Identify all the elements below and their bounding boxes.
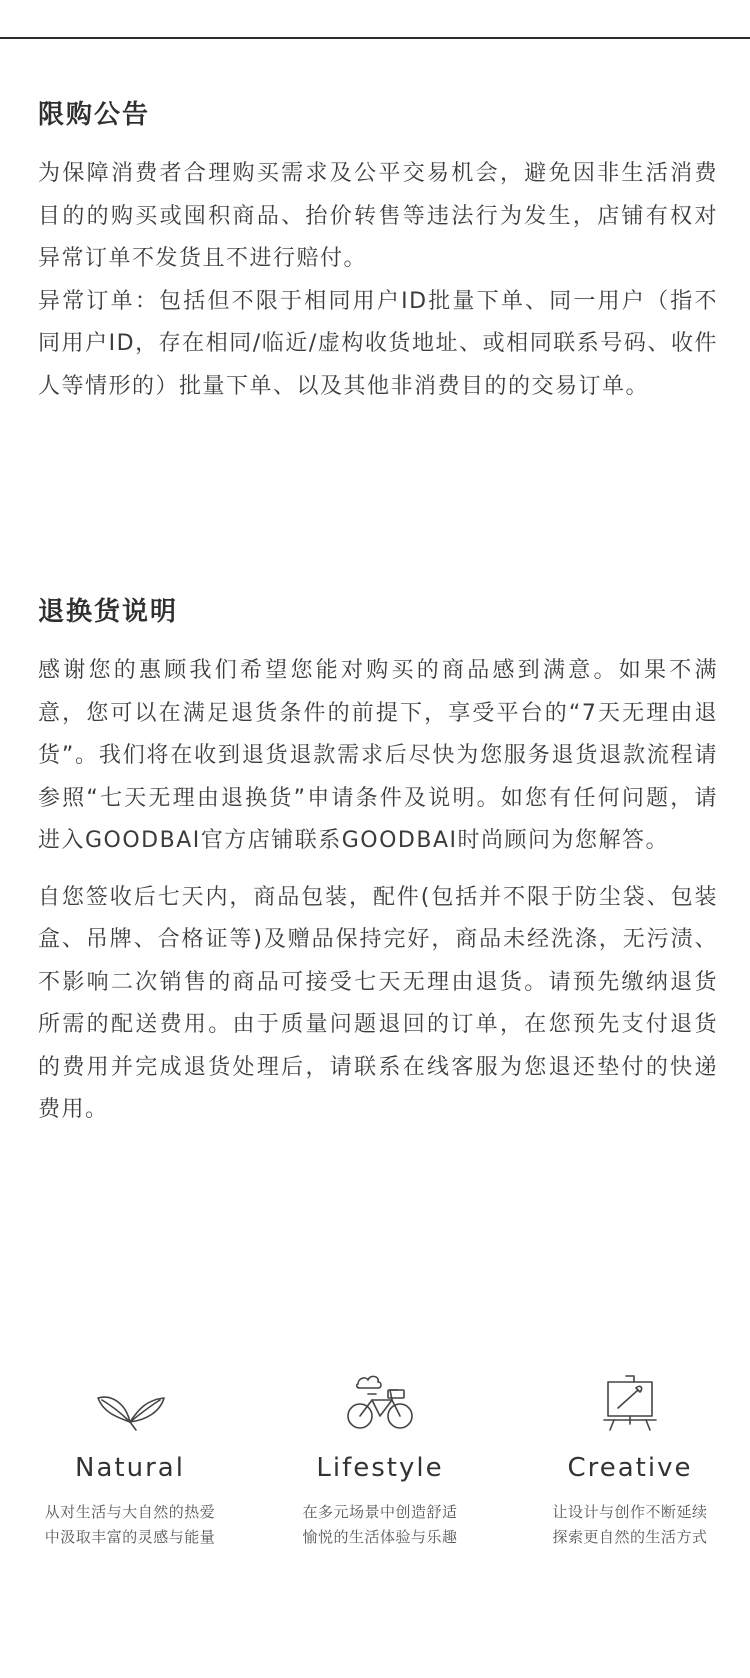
section-title: 限购公告 [38,100,151,130]
leaf-icon [90,1370,170,1434]
feature-desc [505,1500,750,1550]
paragraph: 感谢您的惠顾我们希望您能对购买的商品感到满意。如果不满意，您可以在满足退货条件的前提下，享受平台的“7天无理由退货”。我们将在收到退货退款需求后尽快为您服务退货退款流程请参照“七天无理由退换货”申请条件及说明。如您有任何问题，请进入GOODBAI官方店铺联系GOODBAI时尚顾问为您解答。 [38,658,718,853]
brand-features [0,1370,750,1570]
top-divider [0,37,750,39]
purchase-limit-notice [38,95,718,408]
paragraph: 为保障消费者合理购买需求及公平交易机会，避免因非生活消费目的的购买或囤积商品、抬价转售等违法行为发生，店铺有权对异常订单不发货且不进行赔付。 [38,161,718,271]
bicycle-icon [340,1370,420,1434]
paragraph: 自您签收后七天内，商品包装，配件(包括并不限于防尘袋、包装盒、吊牌、合格证等)及赠品保持完好，商品未经洗涤，无污渍、不影响二次销售的商品可接受七天无理由退货。请预先缴纳退货所需的配送费用。由于质量问题退回的订单，在您预先支付退货的费用并完成退货处理后，请联系在线客服为您退还垫付的快递费用。 [38,884,718,1122]
paragraph: 异常订单：包括但不限于相同用户ID批量下单、同一用户（指不同用户ID，存在相同/临近/虚构收货地址、或相同联系号码、收件人等情形的）批量下单、以及其他非消费目的的交易订单。 [38,288,718,399]
feature-desc-line: 让设计与创作不断延续 [552,1503,708,1521]
feature-desc-line: 探索更自然的生活方式 [552,1528,708,1546]
return-policy [38,592,718,1132]
feature-title: Natural [75,1453,185,1483]
feature-desc-line: 从对生活与大自然的热爱 [44,1503,216,1521]
feature-desc-line: 中汲取丰富的灵感与能量 [44,1528,216,1546]
feature-title: Creative [567,1453,693,1483]
feature-desc-line: 在多元场景中创造舒适 [302,1503,458,1521]
feature-title: Lifestyle [316,1453,444,1483]
feature-desc-line: 愉悦的生活体验与乐趣 [302,1528,458,1546]
feature-desc [5,1500,255,1550]
feature-creative [505,1370,750,1550]
feature-desc [255,1500,505,1550]
easel-icon [590,1370,670,1434]
feature-lifestyle [255,1370,505,1550]
feature-natural [5,1370,255,1550]
section-title: 退换货说明 [38,597,179,627]
